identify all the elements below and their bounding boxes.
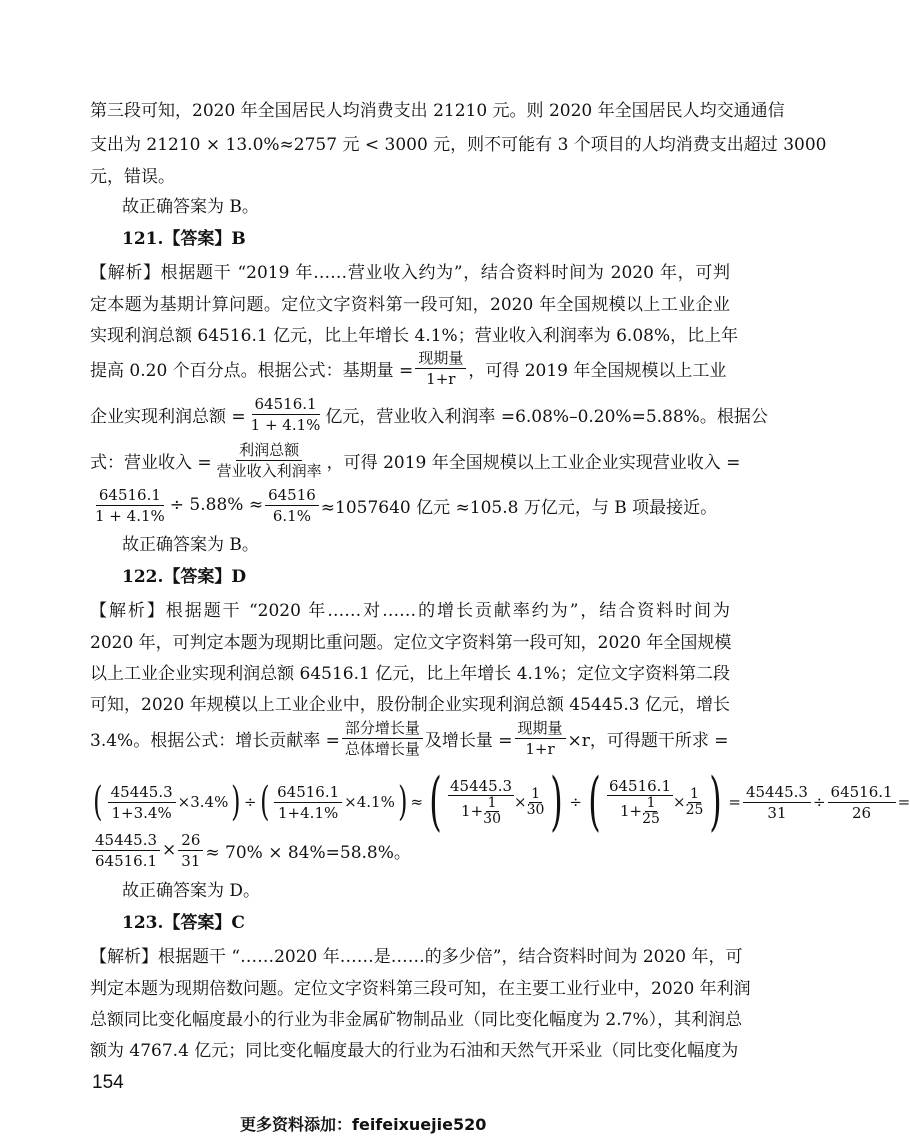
page-number: 154 xyxy=(92,1072,124,1093)
text-line: 可知，2020 年规模以上工业企业中，股份制企业实现利润总额 45445.3 亿元，增长 xyxy=(90,695,730,715)
fraction-numerator: 1 xyxy=(646,794,656,811)
fraction-growth-formula xyxy=(515,719,566,758)
fraction-profit xyxy=(248,395,324,434)
number: 1 xyxy=(461,801,471,820)
fraction-small xyxy=(527,787,545,818)
fraction-e7 xyxy=(92,831,160,870)
fraction-numerator: 1 xyxy=(531,785,540,802)
fraction-numerator: 1 xyxy=(690,785,699,802)
formula-line xyxy=(90,482,730,528)
fraction-denominator: 1+r xyxy=(525,739,555,758)
operator: = xyxy=(897,793,910,811)
fraction-small xyxy=(686,787,704,818)
fraction-denominator: 26 xyxy=(852,803,872,822)
operator: = xyxy=(728,793,741,811)
text-line: 支出为 21210 × 13.0%≈2757 元 < 3000 元，则不可能有 3 个项目的人均消费支出超过 3000 xyxy=(90,135,827,155)
text-fragment: 3.4%。根据公式：增长贡献率 = xyxy=(90,730,340,751)
fraction-denominator: 30 xyxy=(526,801,545,818)
fraction-numerator: 64516.1 xyxy=(274,783,342,803)
number: 1 xyxy=(619,801,630,820)
footer-note: 更多资料添加：feifeixuejie520 xyxy=(240,1115,487,1134)
operator: × xyxy=(672,793,686,811)
operator: × xyxy=(162,840,177,860)
text-fragment: 提高 0.20 个百分点。根据公式：基期量 = xyxy=(90,360,414,381)
fraction-denominator xyxy=(461,796,501,827)
fraction-denominator: 6.1% xyxy=(272,506,311,525)
text-fragment: ×4.1% xyxy=(344,793,395,811)
text-fragment: ≈1057640 亿元 ≈105.8 万亿元，与 B 项最接近。 xyxy=(320,497,718,518)
fraction-revenue-formula xyxy=(214,441,325,480)
fraction-numerator: 部分增长量 xyxy=(342,719,423,739)
text-line: 第三段可知，2020 年全国居民人均消费支出 21210 元。则 2020 年全国居民人均交通通信 xyxy=(90,101,785,121)
fraction-numerator: 64516.1 xyxy=(96,486,164,506)
fraction-numerator: 利润总额 xyxy=(236,441,302,461)
fraction-e6 xyxy=(828,783,896,822)
operator: ÷ xyxy=(243,793,257,811)
paren: ) xyxy=(231,779,241,825)
fraction-base-formula xyxy=(415,349,466,388)
fraction-numerator: 64516.1 xyxy=(828,783,896,803)
text-line: 故正确答案为 D。 xyxy=(122,881,261,901)
fraction-denominator: 1+4.1% xyxy=(278,803,339,822)
text-fragment: 及增长量 = xyxy=(424,730,513,751)
fraction-numerator: 64516 xyxy=(265,486,319,506)
paren: ) xyxy=(550,765,564,839)
text-fragment: ×3.4% xyxy=(177,793,229,811)
text-line: 定本题为基期计算问题。定位文字资料第一段可知，2020 年全国规模以上工业企业 xyxy=(90,295,730,315)
text-line: 元，错误。 xyxy=(90,167,175,187)
fraction-denominator: 30 xyxy=(483,810,501,827)
fraction-denominator: 31 xyxy=(181,851,201,870)
fraction-small xyxy=(642,796,660,827)
answer-heading-122: 122.【答案】D xyxy=(122,567,247,587)
fraction-numerator: 1 xyxy=(487,794,497,811)
text-line: 故正确答案为 B。 xyxy=(122,535,259,555)
fraction-denominator: 1 + 4.1% xyxy=(250,415,321,434)
text-line: 总额同比变化幅度最小的行业为非金属矿物制品业（同比变化幅度为 2.7%），其利润总 xyxy=(90,1010,743,1030)
paren: ( xyxy=(259,779,270,825)
formula-line xyxy=(90,438,741,482)
formula-line xyxy=(90,826,730,874)
fraction-numerator: 45445.3 xyxy=(92,831,160,851)
text-line: 【解析】根据题干 “2020 年……对……的增长贡献率约为”，结合资料时间为 xyxy=(90,601,730,621)
fraction-denominator: 1 + 4.1% xyxy=(95,506,165,525)
answer-heading-123: 123.【答案】C xyxy=(122,913,245,933)
fraction-denominator: 31 xyxy=(767,803,787,822)
text-fragment: ×r，可得题干所求 = xyxy=(567,730,729,751)
paren: ) xyxy=(709,765,723,839)
fraction-calc-1 xyxy=(92,486,168,525)
fraction-numerator: 现期量 xyxy=(415,349,466,369)
fraction-e1 xyxy=(108,783,176,822)
text-line: 以上工业企业实现利润总额 64516.1 亿元，比上年增长 4.1%；定位文字资料第二段 xyxy=(90,664,730,684)
operator: ÷ xyxy=(569,793,582,811)
answer-heading-121: 121.【答案】B xyxy=(122,229,246,249)
operator: + xyxy=(470,801,484,820)
fraction-denominator: 1+3.4% xyxy=(111,803,172,822)
fraction-denominator: 1+r xyxy=(426,369,456,388)
fraction-denominator: 总体增长量 xyxy=(344,739,420,758)
fraction-e8 xyxy=(178,831,203,870)
text-line: 故正确答案为 B。 xyxy=(122,197,259,217)
text-line: 判定本题为现期倍数问题。定位文字资料第三段可知，在主要工业行业中，2020 年利润 xyxy=(90,979,751,999)
text-line: 【解析】根据题干 “2019 年……营业收入约为”，结合资料时间为 2020 年，可判 xyxy=(90,263,730,283)
operator: ÷ xyxy=(812,793,826,811)
text-fragment: ，可得 2019 年全国规模以上工业 xyxy=(468,360,727,381)
text-fragment: 式：营业收入 = xyxy=(90,452,212,473)
operator: + xyxy=(629,801,643,820)
text-fragment: ≈ 70% × 84%=58.8%。 xyxy=(205,842,411,863)
fraction-denominator: 营业收入利润率 xyxy=(216,461,322,480)
text-fragment: 企业实现利润总额 = xyxy=(90,406,246,427)
fraction-numerator: 64516.1 xyxy=(252,395,320,415)
fraction-denominator: 25 xyxy=(685,801,704,818)
formula-line xyxy=(90,346,730,390)
text-line: 2020 年，可判定本题为现期比重问题。定位文字资料第一段可知，2020 年全国规模 xyxy=(90,633,732,653)
fraction-e5 xyxy=(743,783,811,822)
fraction-e4 xyxy=(607,778,673,827)
fraction-e3 xyxy=(448,778,514,827)
text-line: 【解析】根据题干 “……2020 年……是……的多少倍”，结合资料时间为 2020 年，可 xyxy=(90,947,743,967)
fraction-denominator xyxy=(620,796,660,827)
fraction-contribution-formula xyxy=(342,719,423,758)
fraction-denominator: 64516.1 xyxy=(95,851,158,870)
fraction-e2 xyxy=(274,783,342,822)
operator: × xyxy=(514,793,527,811)
text-line: 额为 4767.4 亿元；同比变化幅度最大的行业为石油和天然气开采业（同比变化幅度为 xyxy=(90,1041,739,1061)
formula-line xyxy=(90,392,768,436)
fraction-numerator: 45445.3 xyxy=(108,783,176,803)
paren: ( xyxy=(588,765,601,839)
text-fragment: 亿元，营业收入利润率 =6.08%–0.20%=5.88%。根据公 xyxy=(325,406,768,427)
text-fragment: ÷ 5.88% ≈ xyxy=(169,495,264,515)
fraction-denominator: 25 xyxy=(642,810,660,827)
fraction-small xyxy=(483,796,501,827)
fraction-numerator: 26 xyxy=(178,831,203,851)
text-fragment: ，可得 2019 年全国规模以上工业企业实现营业收入 = xyxy=(326,452,741,473)
operator: ≈ xyxy=(410,793,424,811)
fraction-numerator: 64516.1 xyxy=(608,776,671,795)
formula-line xyxy=(90,716,730,760)
fraction-calc-2 xyxy=(265,486,319,525)
paren: ( xyxy=(429,765,442,839)
text-line: 实现利润总额 64516.1 亿元，比上年增长 4.1%；营业收入利润率为 6.08%，比上年 xyxy=(90,326,739,346)
fraction-numerator: 45445.3 xyxy=(450,776,513,795)
paren: ( xyxy=(93,779,103,825)
fraction-numerator: 45445.3 xyxy=(743,783,811,803)
paren: ) xyxy=(397,779,408,825)
fraction-numerator: 现期量 xyxy=(515,719,566,739)
